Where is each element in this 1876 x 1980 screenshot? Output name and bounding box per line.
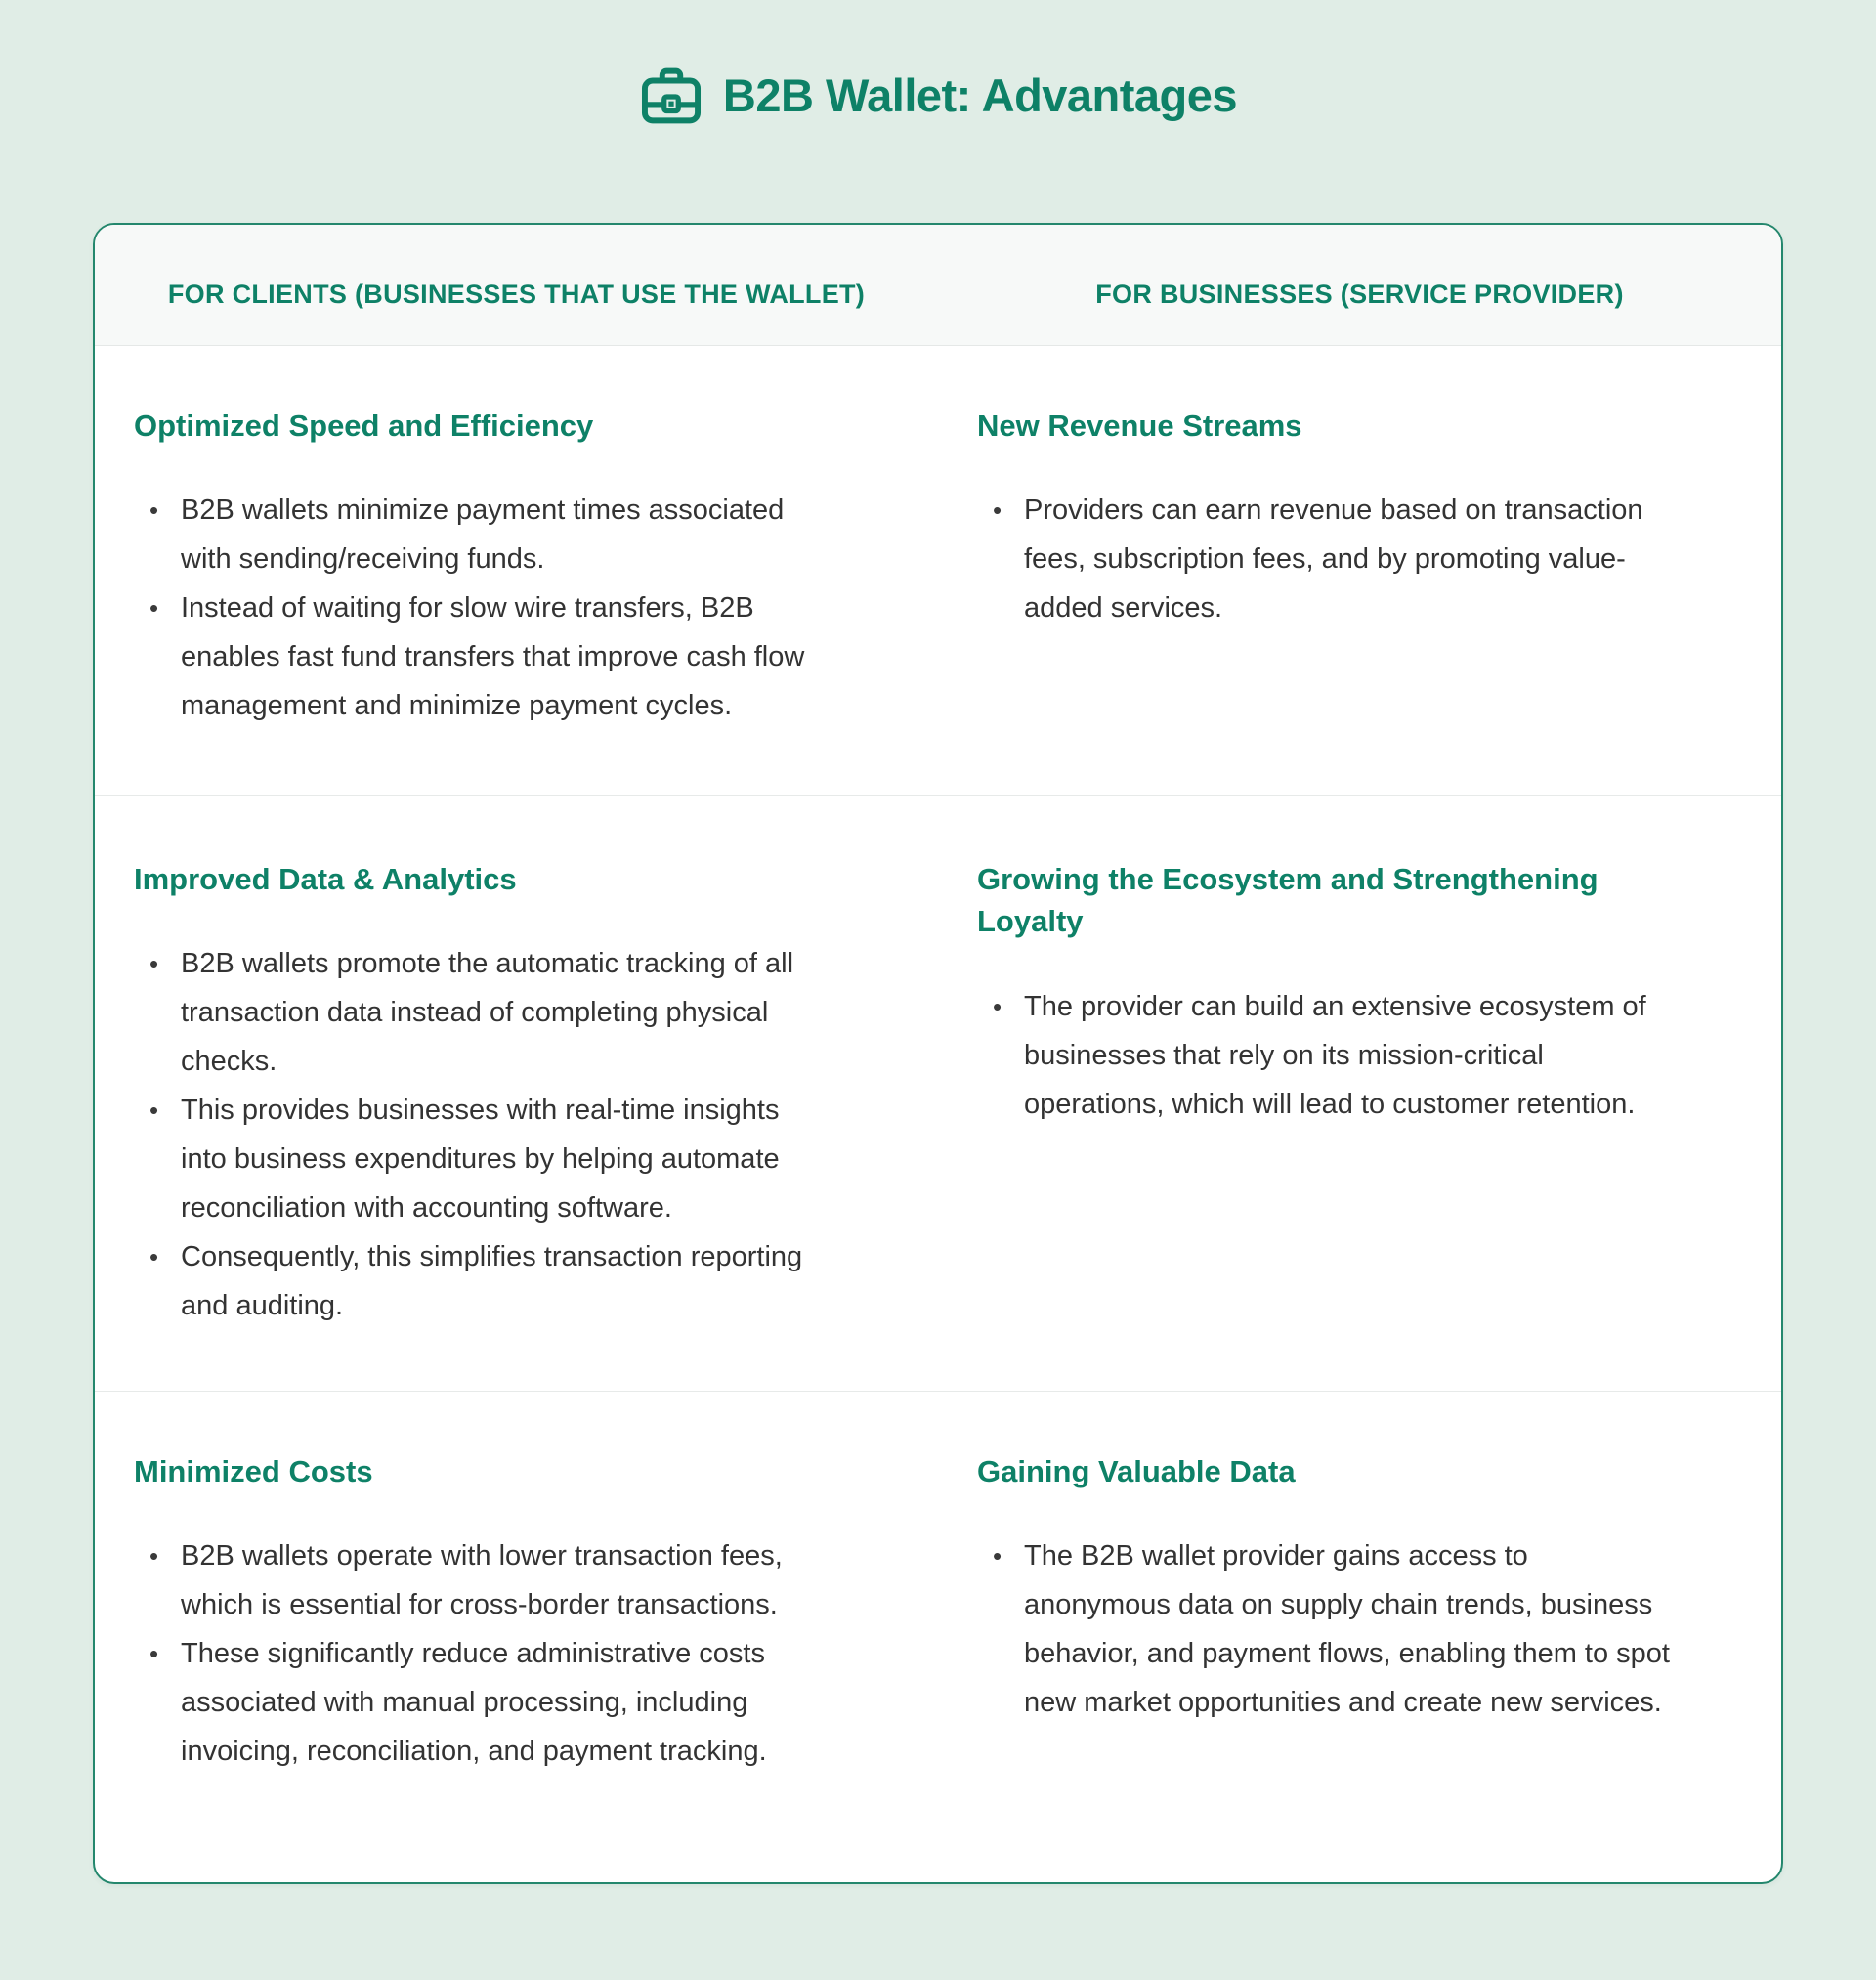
section-heading: Optimized Speed and Efficiency [134, 409, 594, 443]
section-heading: New Revenue Streams [977, 409, 1302, 443]
bullet-item: • These significantly reduce administrative costs associated with manual processing, including invoicing, reconciliation, and payment tracking. [134, 1629, 828, 1776]
cell-provider-revenue [938, 346, 1781, 795]
cell-clients-analytics [95, 796, 938, 1391]
section-heading: Minimized Costs [134, 1454, 373, 1488]
cell-provider-data [938, 1392, 1781, 1884]
page-title: B2B Wallet: Advantages [722, 68, 1238, 121]
bullet-item: • Instead of waiting for slow wire transfers, B2B enables fast fund transfers that improve cash flow management and minimize payment cycles. [134, 583, 828, 730]
cell-clients-costs [95, 1392, 938, 1884]
bullet-list [134, 486, 850, 730]
cell-clients-speed [95, 346, 938, 795]
bullet-list [134, 1531, 850, 1776]
section-heading: Improved Data & Analytics [134, 862, 517, 896]
bullet-item: • Providers can earn revenue based on transaction fees, subscription fees, and by promoting value-added services. [977, 486, 1671, 632]
table-row [95, 346, 1781, 796]
comparison-table-card [93, 223, 1783, 1884]
bullet-item: • B2B wallets promote the automatic tracking of all transaction data instead of completing physical checks. [134, 939, 828, 1086]
bullet-item: • The provider can build an extensive ecosystem of businesses that rely on its mission-critical operations, which will lead to customer retention. [977, 982, 1671, 1129]
section-heading: Growing the Ecosystem and Strengthening Loyalty [977, 862, 1599, 939]
title-row [0, 65, 1876, 125]
bullet-item: • B2B wallets operate with lower transaction fees, which is essential for cross-border transactions. [134, 1531, 828, 1629]
bullet-item: • This provides businesses with real-time insights into business expenditures by helping automate reconciliation with accounting software. [134, 1086, 828, 1232]
table-header-row [95, 225, 1781, 346]
section-heading: Gaining Valuable Data [977, 1454, 1296, 1488]
column-header-businesses: FOR BUSINESSES (SERVICE PROVIDER) [1095, 280, 1624, 309]
column-header-clients: FOR CLIENTS (BUSINESSES THAT USE THE WALLET) [167, 280, 866, 309]
bullet-list [134, 939, 850, 1330]
bullet-list [977, 982, 1693, 1129]
table-row [95, 1392, 1781, 1884]
cell-provider-ecosystem [938, 796, 1781, 1391]
bullet-list [977, 1531, 1693, 1727]
table-row [95, 796, 1781, 1392]
bullet-item: • Consequently, this simplifies transaction reporting and auditing. [134, 1232, 828, 1330]
bullet-list [977, 486, 1693, 632]
bullet-item: • The B2B wallet provider gains access to anonymous data on supply chain trends, business behavior, and payment flows, enabling them to spot new market opportunities and create new services. [977, 1531, 1671, 1727]
bullet-item: • B2B wallets minimize payment times associated with sending/receiving funds. [134, 486, 828, 583]
briefcase-icon [639, 65, 704, 125]
